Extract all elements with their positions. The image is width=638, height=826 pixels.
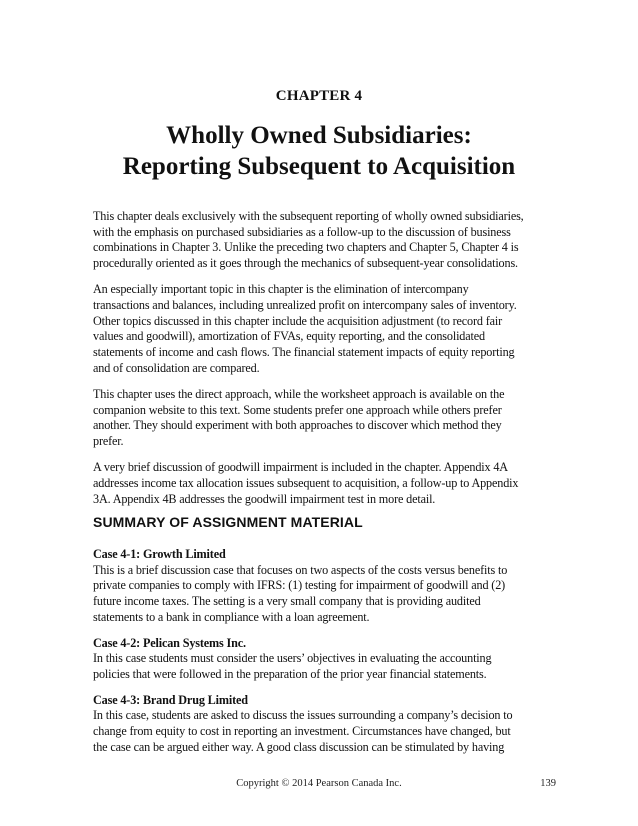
text-line: statements of income and cash flows. The financial statement impacts of equity reporting xyxy=(93,345,515,360)
text-line: transactions and balances, including unrealized profit on intercompany sales of inventory. xyxy=(93,298,517,313)
chapter-label: CHAPTER 4 xyxy=(275,88,363,104)
page-number: 139 xyxy=(540,778,556,789)
text-line: This chapter deals exclusively with the subsequent reporting of wholly owned subsidiaries, xyxy=(93,209,524,223)
text-line: with the emphasis on purchased subsidiaries as a follow-up to the discussion of business xyxy=(93,224,511,239)
case-title: Case 4-2: Pelican Systems Inc. xyxy=(93,635,246,650)
chapter-title xyxy=(0,120,638,182)
intro-paragraph-2 xyxy=(93,282,555,376)
text-line: procedurally oriented as it goes through the mechanics of subsequent-year consolidations. xyxy=(93,256,518,271)
case-4-3 xyxy=(93,693,555,756)
text-line: statements to a bank in compliance with a loan agreement. xyxy=(93,609,370,624)
text-line: In this case students must consider the users’ objectives in evaluating the accounting xyxy=(93,651,492,666)
text-line: future income taxes. The setting is a very small company that is providing audited xyxy=(93,594,481,609)
text-line: companion website to this text. Some students prefer one approach while others prefer xyxy=(93,402,502,417)
intro-paragraph-4 xyxy=(93,460,555,507)
footer-copyright: Copyright © 2014 Pearson Canada Inc. xyxy=(236,778,402,789)
text-line: 3A. Appendix 4B addresses the goodwill impairment test in more detail. xyxy=(93,491,436,506)
text-line: In this case, students are asked to discuss the issues surrounding a company’s decision to xyxy=(93,708,513,723)
case-title: Case 4-3: Brand Drug Limited xyxy=(93,692,248,707)
section-heading: SUMMARY OF ASSIGNMENT MATERIAL xyxy=(93,514,363,530)
text-line: the case can be argued either way. A good class discussion can be stimulated by having xyxy=(93,739,505,754)
text-line: An especially important topic in this chapter is the elimination of intercompany xyxy=(93,282,469,297)
text-line: and of consolidation are compared. xyxy=(93,360,260,375)
case-4-1 xyxy=(93,547,555,626)
text-line: This is a brief discussion case that focuses on two aspects of the costs versus benefits to xyxy=(93,562,508,577)
chapter-title-line-2: Reporting Subsequent to Acquisition xyxy=(122,153,516,180)
intro-section xyxy=(93,209,555,518)
text-line: change from equity to cost in reporting an investment. Circumstances have changed, but xyxy=(93,724,511,739)
text-line: values and goodwill), amortization of FVAs, equity reporting, and the consolidated xyxy=(93,329,485,344)
text-line: prefer. xyxy=(93,434,124,449)
text-line: A very brief discussion of goodwill impairment is included in the chapter. Appendix 4A xyxy=(93,460,508,475)
case-title: Case 4-1: Growth Limited xyxy=(93,547,226,561)
cases-section xyxy=(93,547,555,765)
text-line: private companies to comply with IFRS: (1) testing for impairment of goodwill and (2) xyxy=(93,578,506,593)
text-line: This chapter uses the direct approach, while the worksheet approach is available on the xyxy=(93,387,505,402)
intro-paragraph-1 xyxy=(93,209,555,272)
text-line: policies that were followed in the preparation of the prior year financial statements. xyxy=(93,666,487,681)
text-line: addresses income tax allocation issues subsequent to acquisition, a follow-up to Appendix xyxy=(93,476,519,491)
text-line: Other topics discussed in this chapter include the acquisition adjustment (to record fair xyxy=(93,313,503,328)
chapter-title-line-1: Wholly Owned Subsidiaries: xyxy=(166,122,472,149)
text-line: combinations in Chapter 3. Unlike the preceding two chapters and Chapter 5, Chapter 4 is xyxy=(93,240,519,255)
text-line: another. They should experiment with both approaches to discover which method they xyxy=(93,418,502,433)
intro-paragraph-3 xyxy=(93,387,555,450)
case-4-2 xyxy=(93,636,555,683)
